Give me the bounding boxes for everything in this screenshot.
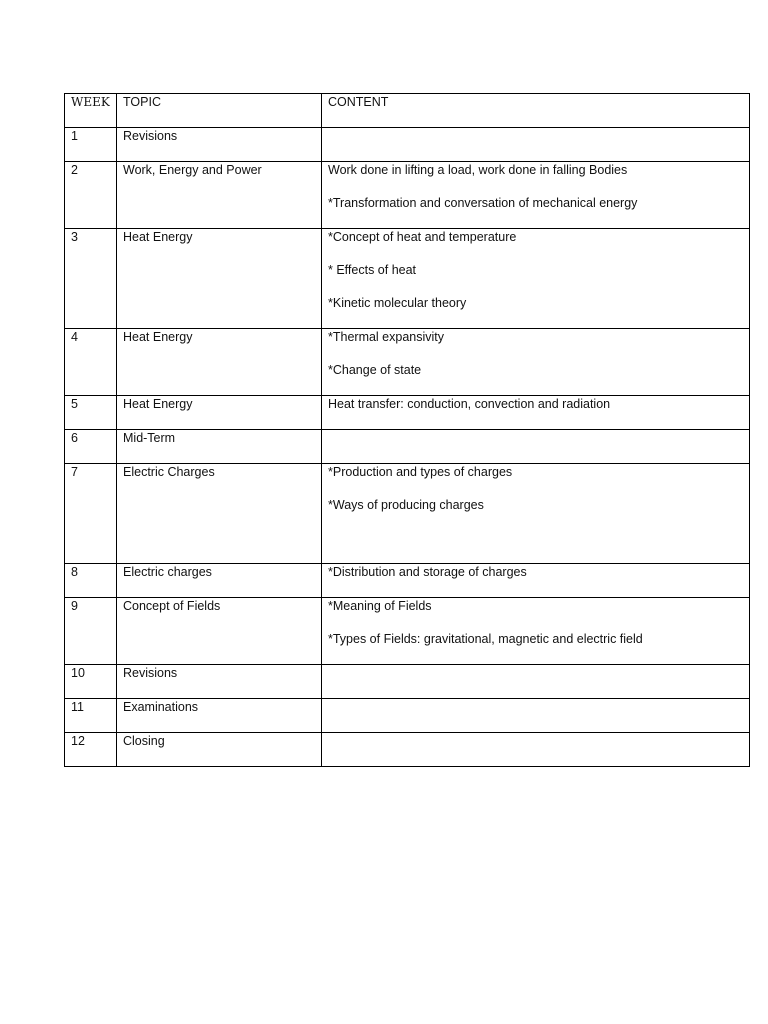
content-line: *Thermal expansivity	[328, 330, 445, 344]
topic-cell: Heat Energy	[117, 396, 322, 430]
table-row	[65, 699, 750, 733]
content-cell	[322, 396, 750, 430]
topic-cell: Work, Energy and Power	[117, 162, 322, 229]
content-line: Work done in lifting a load, work done in falling Bodies	[328, 163, 628, 177]
week-cell: 4	[65, 329, 117, 396]
topic-cell: Closing	[117, 733, 322, 767]
content-cell	[322, 229, 750, 329]
week-cell: 5	[65, 396, 117, 430]
content-line: * Effects of heat	[328, 263, 417, 277]
content-cell	[322, 699, 750, 733]
week-cell: 11	[65, 699, 117, 733]
content-cell	[322, 464, 750, 564]
content-cell	[322, 564, 750, 598]
content-line: *Transformation and conversation of mechanical energy	[328, 196, 638, 210]
content-line: *Change of state	[328, 363, 422, 377]
topic-column-header: TOPIC	[117, 94, 322, 128]
content-line: *Distribution and storage of charges	[328, 565, 527, 579]
topic-cell: Revisions	[117, 128, 322, 162]
week-cell: 7	[65, 464, 117, 564]
table-row	[65, 162, 750, 229]
topic-cell: Heat Energy	[117, 229, 322, 329]
week-cell: 6	[65, 430, 117, 464]
table-row	[65, 229, 750, 329]
week-column-header: WEEK	[65, 94, 117, 128]
content-cell	[322, 665, 750, 699]
table-row	[65, 329, 750, 396]
content-line: *Meaning of Fields	[328, 599, 432, 613]
content-line: Heat transfer: conduction, convection and radiation	[328, 397, 611, 411]
topic-cell: Revisions	[117, 665, 322, 699]
content-cell	[322, 430, 750, 464]
content-line: *Ways of producing charges	[328, 498, 484, 512]
content-cell	[322, 162, 750, 229]
table-row	[65, 564, 750, 598]
topic-cell: Examinations	[117, 699, 322, 733]
content-cell	[322, 598, 750, 665]
table-row	[65, 733, 750, 767]
content-column-header: CONTENT	[322, 94, 750, 128]
week-cell: 10	[65, 665, 117, 699]
content-line: *Concept of heat and temperature	[328, 230, 517, 244]
content-line: *Kinetic molecular theory	[328, 296, 467, 310]
table-header-row	[65, 94, 750, 128]
topic-cell: Electric Charges	[117, 464, 322, 564]
topic-cell: Electric charges	[117, 564, 322, 598]
content-line: *Production and types of charges	[328, 465, 513, 479]
table-row	[65, 665, 750, 699]
scheme-of-work-table	[64, 93, 750, 767]
table-row	[65, 128, 750, 162]
content-cell	[322, 733, 750, 767]
content-cell	[322, 329, 750, 396]
topic-cell: Mid-Term	[117, 430, 322, 464]
topic-cell: Heat Energy	[117, 329, 322, 396]
week-cell: 3	[65, 229, 117, 329]
table-row	[65, 430, 750, 464]
topic-cell: Concept of Fields	[117, 598, 322, 665]
week-cell: 2	[65, 162, 117, 229]
week-cell: 12	[65, 733, 117, 767]
table-row	[65, 464, 750, 564]
table-row	[65, 396, 750, 430]
week-cell: 9	[65, 598, 117, 665]
content-line: *Types of Fields: gravitational, magnetic and electric field	[328, 632, 643, 646]
content-cell	[322, 128, 750, 162]
week-cell: 8	[65, 564, 117, 598]
week-cell: 1	[65, 128, 117, 162]
table-row	[65, 598, 750, 665]
